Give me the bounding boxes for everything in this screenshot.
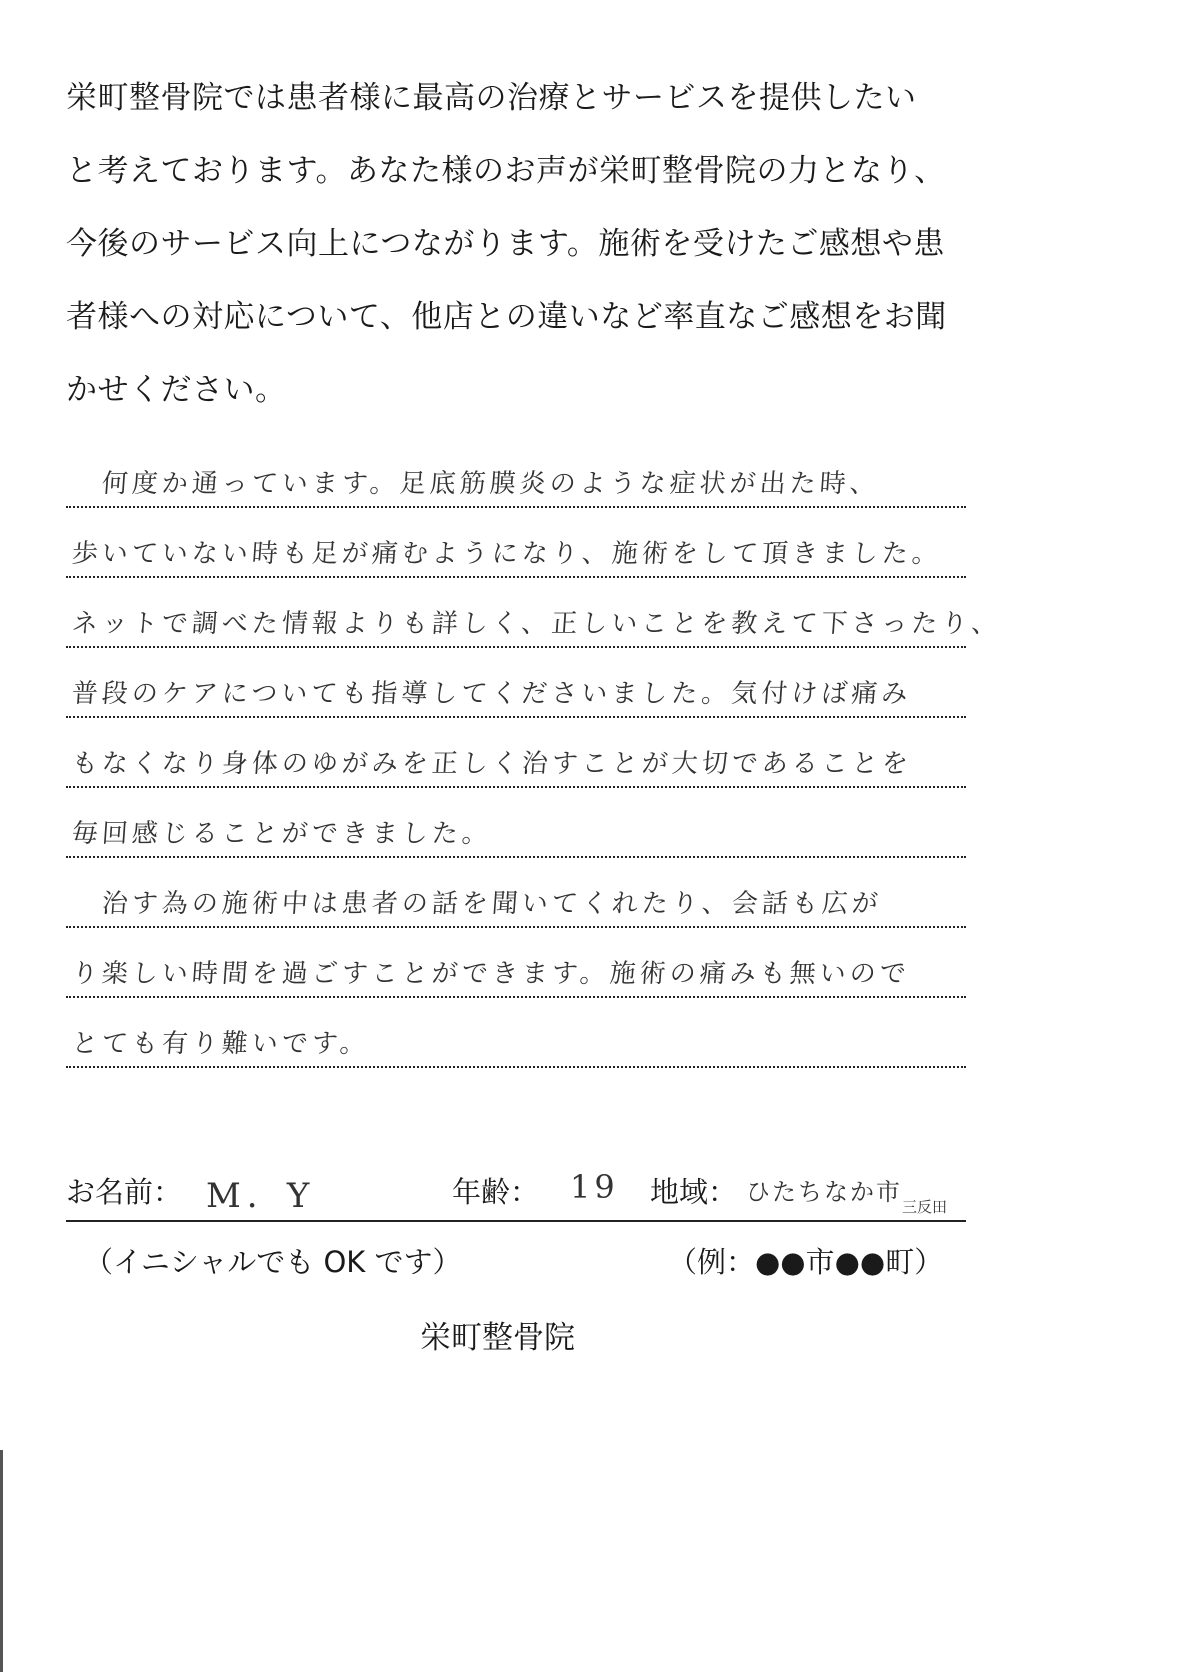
intro-line: 今後のサービス向上につながります。施術を受けたご感想や患 (66, 226, 945, 262)
area-label: 地域： (650, 1175, 738, 1209)
clinic-name: 栄町整骨院 (420, 1320, 575, 1356)
handwritten-line: 治す為の施術中は患者の話を聞いてくれたり、会話も広が (70, 889, 883, 919)
name-value: M．Y (206, 1176, 316, 1216)
dotted-writing-line (66, 928, 966, 998)
dotted-writing-line (66, 508, 966, 578)
intro-line: 栄町整骨院では患者様に最高の治療とサービスを提供したい (66, 80, 917, 116)
form-underline (66, 1220, 966, 1222)
respondent-info-row (66, 1160, 966, 1220)
intro-line: 者様への対応について、他店との違いなど率直なご感想をお聞 (66, 299, 947, 335)
area-value: ひたちなか市 (746, 1178, 902, 1206)
dotted-writing-line (66, 858, 966, 928)
area-sub-value: 三反田 (902, 1198, 948, 1216)
dotted-writing-line (66, 648, 966, 718)
age-label: 年齢： (452, 1175, 540, 1209)
dotted-writing-line (66, 438, 966, 508)
dotted-writing-line (66, 998, 966, 1068)
name-label: お名前： (66, 1175, 183, 1209)
dotted-writing-line (66, 788, 966, 858)
initial-note: （イニシャルでも OK です） (84, 1245, 462, 1279)
handwritten-line: り楽しい時間を過ごすことができます。施術の痛みも無いので (70, 959, 911, 989)
dotted-writing-line (66, 578, 1003, 648)
example-note: （例：●●市●●町） (668, 1245, 944, 1279)
handwritten-line: 歩いていない時も足が痛むようになり、施術をして頂きました。 (70, 539, 943, 569)
intro-paragraph (66, 78, 966, 443)
handwritten-line: とても有り難いです。 (70, 1029, 371, 1059)
handwritten-line: 何度か通っています。足底筋膜炎のような症状が出た時、 (70, 469, 881, 499)
intro-line: かせください。 (66, 372, 287, 408)
handwritten-testimonial (66, 438, 1003, 1068)
scan-edge-mark (0, 1450, 3, 1672)
handwritten-line: もなくなり身体のゆがみを正しく治すことが大切であることを (70, 749, 913, 779)
handwritten-line: 普段のケアについても指導してくださいました。気付けば痛み (70, 679, 913, 709)
dotted-writing-line (66, 718, 966, 788)
age-value: 19 (570, 1168, 619, 1206)
intro-line: と考えております。あなた様のお声が栄町整骨院の力となり、 (66, 153, 946, 189)
handwritten-line: ネットで調べた情報よりも詳しく、正しいことを教えて下さったり、 (70, 609, 1003, 639)
handwritten-line: 毎回感じることができました。 (70, 819, 493, 849)
